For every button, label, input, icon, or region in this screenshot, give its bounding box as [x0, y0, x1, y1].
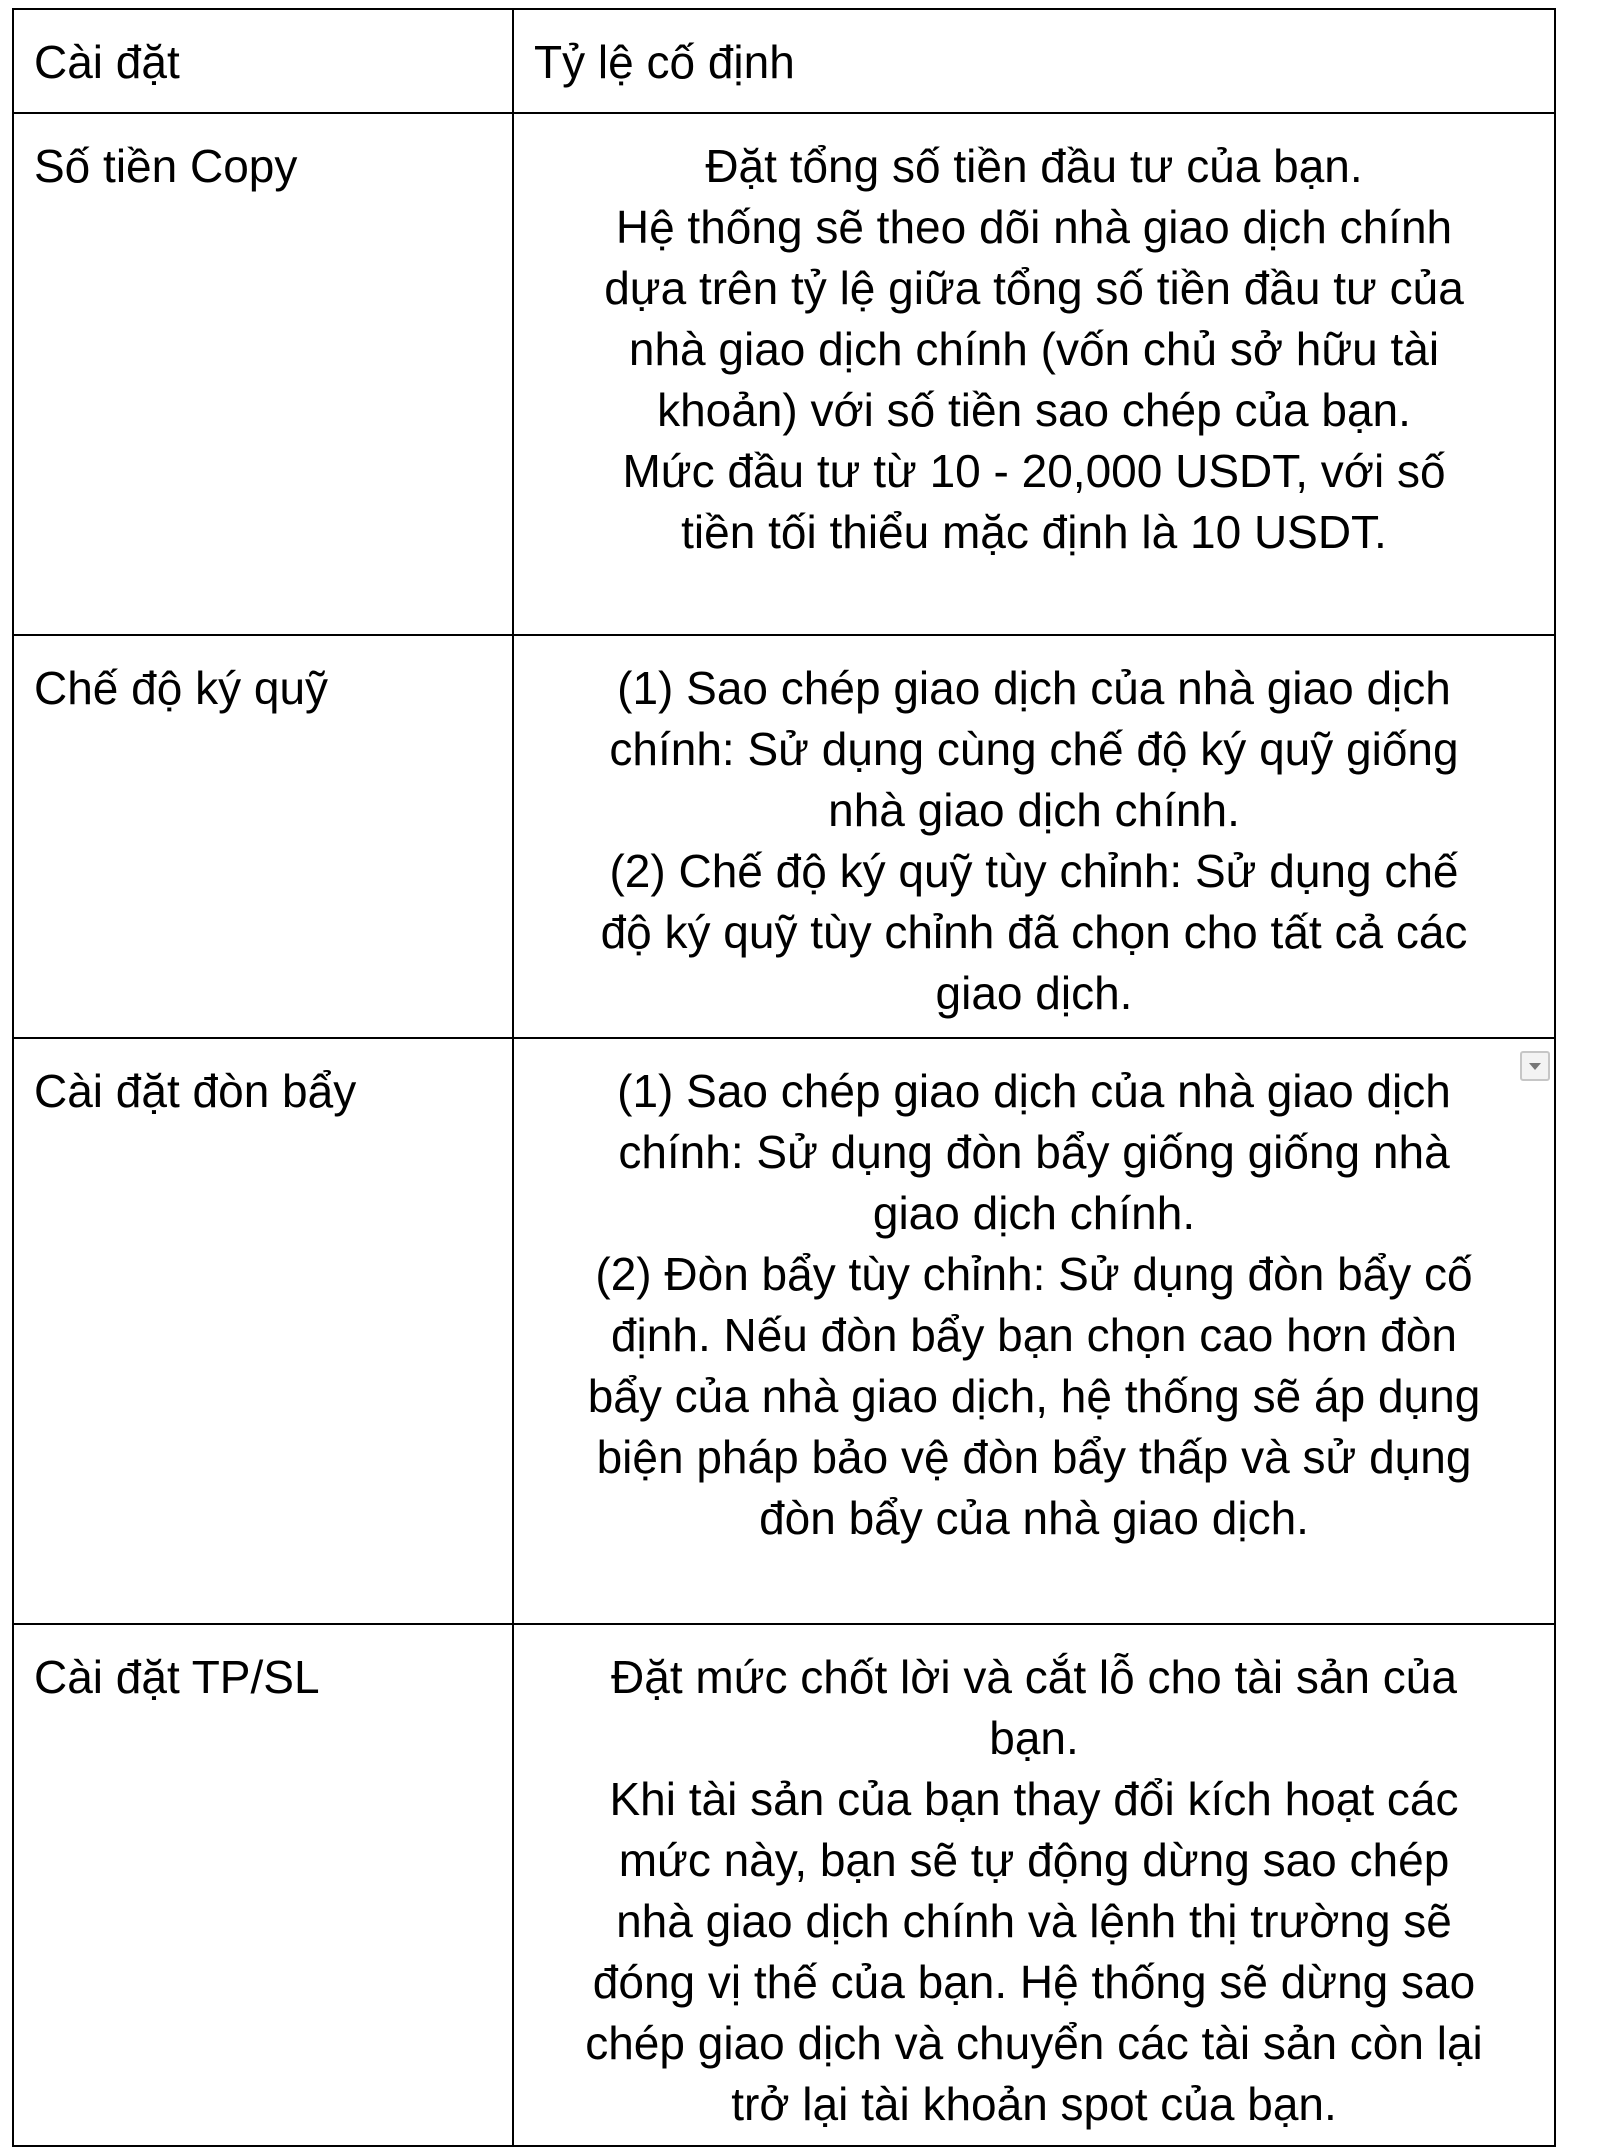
description-line: định. Nếu đòn bẩy bạn chọn cao hơn đòn [610, 1309, 1458, 1361]
setting-name-margin-mode: Chế độ ký quỹ [13, 635, 513, 1038]
description-line: chính: Sử dụng đòn bẩy giống giống nhà [618, 1126, 1450, 1178]
settings-table [12, 8, 1556, 2147]
description-line: giao dịch chính. [872, 1187, 1196, 1239]
description-line: mức này, bạn sẽ tự động dừng sao chép [618, 1834, 1450, 1886]
description-line: bạn. [989, 1712, 1079, 1764]
description-line: dựa trên tỷ lệ giữa tổng số tiền đầu tư của [604, 262, 1464, 314]
description-line: (2) Chế độ ký quỹ tùy chỉnh: Sử dụng chế [609, 845, 1459, 897]
table-row [13, 635, 1555, 1038]
description-line: Mức đầu tư từ 10 - 20,000 USDT, với số [622, 445, 1446, 497]
description-line: độ ký quỹ tùy chỉnh đã chọn cho tất cả các [600, 906, 1468, 958]
description-line: chép giao dịch và chuyển các tài sản còn lại [585, 2017, 1483, 2069]
description-line: (1) Sao chép giao dịch của nhà giao dịch [617, 662, 1451, 714]
table-row [13, 1038, 1555, 1624]
description-line: nhà giao dịch chính và lệnh thị trường sẽ [616, 1895, 1452, 1947]
setting-description-leverage [513, 1038, 1555, 1624]
description-line: chính: Sử dụng cùng chế độ ký quỹ giống [609, 723, 1459, 775]
setting-name-copy-amount: Số tiền Copy [13, 113, 513, 635]
description-line: đóng vị thế của bạn. Hệ thống sẽ dừng sao [592, 1956, 1476, 2008]
setting-name-tp-sl: Cài đặt TP/SL [13, 1624, 513, 2146]
chevron-down-icon[interactable] [1520, 1051, 1550, 1081]
description-line: Khi tài sản của bạn thay đổi kích hoạt các [609, 1773, 1459, 1825]
description-line: đòn bẩy của nhà giao dịch. [759, 1492, 1309, 1544]
table-row [13, 1624, 1555, 2146]
description-line: Đặt tổng số tiền đầu tư của bạn. [705, 140, 1363, 192]
description-line: nhà giao dịch chính. [828, 784, 1240, 836]
description-line: nhà giao dịch chính (vốn chủ sở hữu tài [628, 323, 1440, 375]
description-line: (2) Đòn bẩy tùy chỉnh: Sử dụng đòn bẩy cố [595, 1248, 1473, 1300]
description-line: trở lại tài khoản spot của bạn. [731, 2078, 1337, 2130]
description-line: biện pháp bảo vệ đòn bẩy thấp và sử dụng [596, 1431, 1472, 1483]
table-row [13, 113, 1555, 635]
description-line: tiền tối thiểu mặc định là 10 USDT. [681, 506, 1387, 558]
description-line: Hệ thống sẽ theo dõi nhà giao dịch chính [615, 201, 1453, 253]
description-line: Đặt mức chốt lời và cắt lỗ cho tài sản của [611, 1651, 1457, 1703]
setting-description-copy-amount [513, 113, 1555, 635]
setting-description-margin-mode [513, 635, 1555, 1038]
description-line: bẩy của nhà giao dịch, hệ thống sẽ áp dụng [587, 1370, 1481, 1422]
setting-name-leverage: Cài đặt đòn bẩy [13, 1038, 513, 1624]
description-line: (1) Sao chép giao dịch của nhà giao dịch [617, 1065, 1451, 1117]
header-cell-setting: Cài đặt [13, 9, 513, 113]
header-cell-fixed-ratio: Tỷ lệ cố định [513, 9, 1555, 113]
table-header-row [13, 9, 1555, 113]
setting-description-tp-sl [513, 1624, 1555, 2146]
description-line: khoản) với số tiền sao chép của bạn. [657, 384, 1411, 436]
description-line: giao dịch. [935, 967, 1133, 1019]
